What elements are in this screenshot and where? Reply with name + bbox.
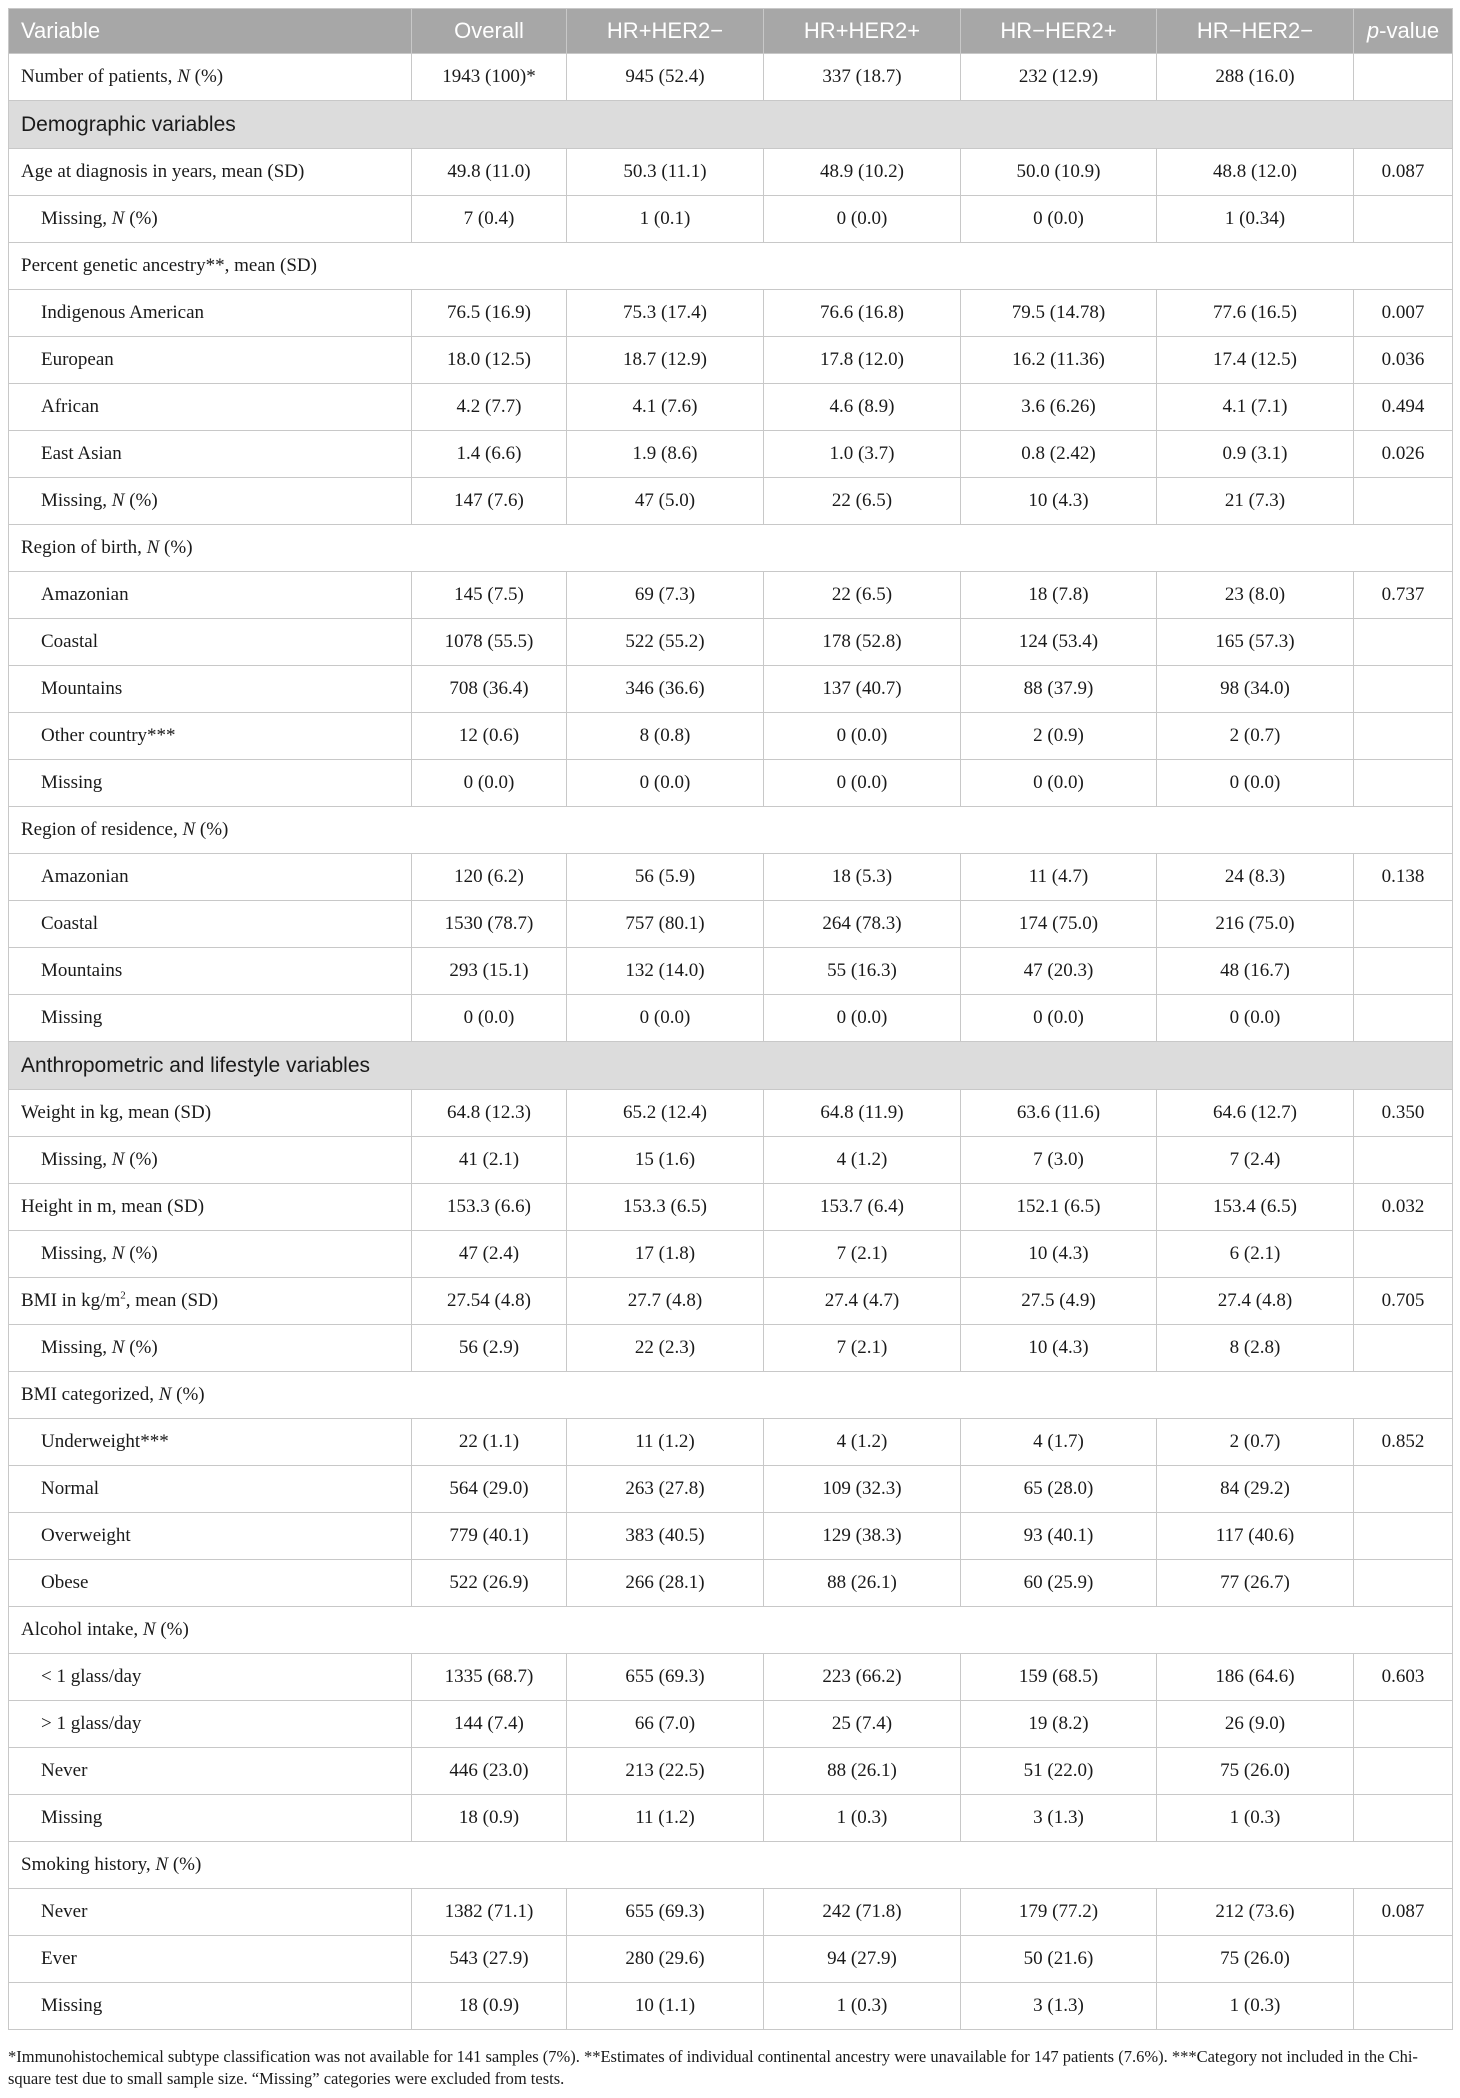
overall-cell: 1.4 (6.6) — [412, 431, 567, 478]
overall-cell: 1382 (71.1) — [412, 1889, 567, 1936]
table-row — [9, 337, 1453, 384]
hrpos-her2pos-cell: 0 (0.0) — [764, 760, 961, 807]
row-label: Missing, N (%) — [9, 196, 412, 243]
hrpos-her2pos-cell: 242 (71.8) — [764, 1889, 961, 1936]
table-row — [9, 1419, 1453, 1466]
row-label: Missing, N (%) — [9, 1137, 412, 1184]
overall-cell: 0 (0.0) — [412, 760, 567, 807]
table-row — [9, 1701, 1453, 1748]
p-value-cell — [1354, 619, 1453, 666]
hrpos-her2neg-cell: 266 (28.1) — [567, 1560, 764, 1607]
hrneg-her2pos-cell: 2 (0.9) — [961, 713, 1157, 760]
hrpos-her2pos-cell: 137 (40.7) — [764, 666, 961, 713]
table-body — [9, 54, 1453, 2030]
hrneg-her2neg-cell: 4.1 (7.1) — [1157, 384, 1354, 431]
hrpos-her2pos-cell: 64.8 (11.9) — [764, 1090, 961, 1137]
overall-cell: 18 (0.9) — [412, 1795, 567, 1842]
row-label: < 1 glass/day — [9, 1654, 412, 1701]
hrpos-her2neg-cell: 655 (69.3) — [567, 1654, 764, 1701]
table-row — [9, 1466, 1453, 1513]
hrneg-her2pos-cell: 3 (1.3) — [961, 1983, 1157, 2030]
hrpos-her2neg-cell: 655 (69.3) — [567, 1889, 764, 1936]
hrneg-her2neg-cell: 98 (34.0) — [1157, 666, 1354, 713]
p-value-cell: 0.087 — [1354, 149, 1453, 196]
hrpos-her2neg-cell: 1 (0.1) — [567, 196, 764, 243]
group-label: Alcohol intake, N (%) — [9, 1607, 1453, 1654]
p-value-cell — [1354, 666, 1453, 713]
p-value-cell: 0.138 — [1354, 854, 1453, 901]
table-header-row — [9, 9, 1453, 54]
hrpos-her2pos-cell: 76.6 (16.8) — [764, 290, 961, 337]
overall-cell: 0 (0.0) — [412, 995, 567, 1042]
p-value-cell — [1354, 1325, 1453, 1372]
table-row — [9, 1513, 1453, 1560]
hrneg-her2neg-cell: 186 (64.6) — [1157, 1654, 1354, 1701]
hrpos-her2pos-cell: 25 (7.4) — [764, 1701, 961, 1748]
hrpos-her2neg-cell: 346 (36.6) — [567, 666, 764, 713]
table-row — [9, 54, 1453, 101]
hrpos-her2neg-cell: 75.3 (17.4) — [567, 290, 764, 337]
row-label: Underweight*** — [9, 1419, 412, 1466]
hrpos-her2neg-cell: 65.2 (12.4) — [567, 1090, 764, 1137]
header-variable: Variable — [9, 9, 412, 54]
hrpos-her2neg-cell: 213 (22.5) — [567, 1748, 764, 1795]
p-value-cell: 0.350 — [1354, 1090, 1453, 1137]
overall-cell: 446 (23.0) — [412, 1748, 567, 1795]
p-value-cell — [1354, 54, 1453, 101]
hrneg-her2pos-cell: 79.5 (14.78) — [961, 290, 1157, 337]
overall-cell: 144 (7.4) — [412, 1701, 567, 1748]
hrneg-her2neg-cell: 75 (26.0) — [1157, 1936, 1354, 1983]
section-header-row — [9, 1042, 1453, 1090]
hrpos-her2neg-cell: 11 (1.2) — [567, 1795, 764, 1842]
overall-cell: 293 (15.1) — [412, 948, 567, 995]
table-row — [9, 666, 1453, 713]
p-value-cell: 0.705 — [1354, 1278, 1453, 1325]
p-value-cell: 0.494 — [1354, 384, 1453, 431]
hrneg-her2neg-cell: 288 (16.0) — [1157, 54, 1354, 101]
table-row — [9, 1137, 1453, 1184]
p-value-cell — [1354, 760, 1453, 807]
hrpos-her2neg-cell: 383 (40.5) — [567, 1513, 764, 1560]
overall-cell: 4.2 (7.7) — [412, 384, 567, 431]
row-label: Indigenous American — [9, 290, 412, 337]
table-row — [9, 1560, 1453, 1607]
hrpos-her2pos-cell: 4 (1.2) — [764, 1137, 961, 1184]
hrpos-her2neg-cell: 66 (7.0) — [567, 1701, 764, 1748]
hrpos-her2pos-cell: 27.4 (4.7) — [764, 1278, 961, 1325]
header-overall: Overall — [412, 9, 567, 54]
overall-cell: 708 (36.4) — [412, 666, 567, 713]
row-label: Coastal — [9, 901, 412, 948]
hrneg-her2pos-cell: 50.0 (10.9) — [961, 149, 1157, 196]
hrneg-her2neg-cell: 1 (0.3) — [1157, 1983, 1354, 2030]
hrpos-her2neg-cell: 56 (5.9) — [567, 854, 764, 901]
hrpos-her2neg-cell: 22 (2.3) — [567, 1325, 764, 1372]
hrneg-her2neg-cell: 216 (75.0) — [1157, 901, 1354, 948]
row-label: Missing — [9, 1983, 412, 2030]
p-value-cell: 0.603 — [1354, 1654, 1453, 1701]
hrpos-her2pos-cell: 88 (26.1) — [764, 1748, 961, 1795]
table-row — [9, 431, 1453, 478]
hrneg-her2pos-cell: 159 (68.5) — [961, 1654, 1157, 1701]
hrpos-her2pos-cell: 0 (0.0) — [764, 713, 961, 760]
hrneg-her2pos-cell: 152.1 (6.5) — [961, 1184, 1157, 1231]
hrpos-her2neg-cell: 10 (1.1) — [567, 1983, 764, 2030]
hrneg-her2neg-cell: 165 (57.3) — [1157, 619, 1354, 666]
p-value-cell: 0.036 — [1354, 337, 1453, 384]
hrpos-her2pos-cell: 18 (5.3) — [764, 854, 961, 901]
hrneg-her2neg-cell: 6 (2.1) — [1157, 1231, 1354, 1278]
p-value-cell: 0.026 — [1354, 431, 1453, 478]
hrneg-her2pos-cell: 50 (21.6) — [961, 1936, 1157, 1983]
overall-cell: 1335 (68.7) — [412, 1654, 567, 1701]
group-header-row — [9, 807, 1453, 854]
table-row — [9, 1795, 1453, 1842]
row-label: Weight in kg, mean (SD) — [9, 1090, 412, 1137]
table-row — [9, 384, 1453, 431]
group-header-row — [9, 243, 1453, 290]
hrneg-her2neg-cell: 24 (8.3) — [1157, 854, 1354, 901]
hrneg-her2neg-cell: 64.6 (12.7) — [1157, 1090, 1354, 1137]
hrneg-her2pos-cell: 93 (40.1) — [961, 1513, 1157, 1560]
p-value-cell — [1354, 1983, 1453, 2030]
hrneg-her2neg-cell: 0 (0.0) — [1157, 995, 1354, 1042]
hrpos-her2pos-cell: 94 (27.9) — [764, 1936, 961, 1983]
hrpos-her2pos-cell: 48.9 (10.2) — [764, 149, 961, 196]
p-value-cell — [1354, 1936, 1453, 1983]
hrneg-her2pos-cell: 47 (20.3) — [961, 948, 1157, 995]
row-label: Missing — [9, 995, 412, 1042]
hrneg-her2pos-cell: 11 (4.7) — [961, 854, 1157, 901]
hrneg-her2pos-cell: 65 (28.0) — [961, 1466, 1157, 1513]
hrpos-her2neg-cell: 945 (52.4) — [567, 54, 764, 101]
group-header-row — [9, 525, 1453, 572]
table-row — [9, 713, 1453, 760]
p-value-cell — [1354, 1231, 1453, 1278]
table-row — [9, 619, 1453, 666]
group-label: Percent genetic ancestry**, mean (SD) — [9, 243, 1453, 290]
row-label: Ever — [9, 1936, 412, 1983]
hrneg-her2pos-cell: 0 (0.0) — [961, 196, 1157, 243]
hrneg-her2neg-cell: 2 (0.7) — [1157, 713, 1354, 760]
hrpos-her2pos-cell: 7 (2.1) — [764, 1325, 961, 1372]
hrpos-her2pos-cell: 22 (6.5) — [764, 572, 961, 619]
hrpos-her2neg-cell: 757 (80.1) — [567, 901, 764, 948]
overall-cell: 543 (27.9) — [412, 1936, 567, 1983]
table-row — [9, 196, 1453, 243]
hrneg-her2pos-cell: 4 (1.7) — [961, 1419, 1157, 1466]
row-label: Age at diagnosis in years, mean (SD) — [9, 149, 412, 196]
hrpos-her2pos-cell: 55 (16.3) — [764, 948, 961, 995]
hrpos-her2pos-cell: 17.8 (12.0) — [764, 337, 961, 384]
p-value-cell — [1354, 995, 1453, 1042]
overall-cell: 27.54 (4.8) — [412, 1278, 567, 1325]
hrneg-her2pos-cell: 179 (77.2) — [961, 1889, 1157, 1936]
hrneg-her2neg-cell: 23 (8.0) — [1157, 572, 1354, 619]
hrneg-her2pos-cell: 7 (3.0) — [961, 1137, 1157, 1184]
p-value-cell — [1354, 478, 1453, 525]
hrneg-her2pos-cell: 27.5 (4.9) — [961, 1278, 1157, 1325]
p-value-cell — [1354, 1513, 1453, 1560]
overall-cell: 41 (2.1) — [412, 1137, 567, 1184]
overall-cell: 64.8 (12.3) — [412, 1090, 567, 1137]
hrpos-her2pos-cell: 153.7 (6.4) — [764, 1184, 961, 1231]
hrpos-her2pos-cell: 1.0 (3.7) — [764, 431, 961, 478]
overall-cell: 12 (0.6) — [412, 713, 567, 760]
hrneg-her2neg-cell: 2 (0.7) — [1157, 1419, 1354, 1466]
hrneg-her2pos-cell: 232 (12.9) — [961, 54, 1157, 101]
hrpos-her2neg-cell: 50.3 (11.1) — [567, 149, 764, 196]
hrpos-her2neg-cell: 0 (0.0) — [567, 760, 764, 807]
p-value-cell — [1354, 196, 1453, 243]
table-row — [9, 995, 1453, 1042]
overall-cell: 1943 (100)* — [412, 54, 567, 101]
hrneg-her2pos-cell: 19 (8.2) — [961, 1701, 1157, 1748]
hrpos-her2neg-cell: 47 (5.0) — [567, 478, 764, 525]
hrneg-her2pos-cell: 174 (75.0) — [961, 901, 1157, 948]
overall-cell: 120 (6.2) — [412, 854, 567, 901]
row-label: Obese — [9, 1560, 412, 1607]
table-row — [9, 901, 1453, 948]
hrneg-her2pos-cell: 0 (0.0) — [961, 760, 1157, 807]
hrneg-her2neg-cell: 117 (40.6) — [1157, 1513, 1354, 1560]
hrpos-her2pos-cell: 1 (0.3) — [764, 1795, 961, 1842]
hrneg-her2neg-cell: 212 (73.6) — [1157, 1889, 1354, 1936]
p-value-cell — [1354, 1560, 1453, 1607]
p-value-cell — [1354, 901, 1453, 948]
hrneg-her2neg-cell: 1 (0.3) — [1157, 1795, 1354, 1842]
hrneg-her2pos-cell: 0 (0.0) — [961, 995, 1157, 1042]
row-label: Missing — [9, 1795, 412, 1842]
hrpos-her2pos-cell: 178 (52.8) — [764, 619, 961, 666]
hrneg-her2neg-cell: 84 (29.2) — [1157, 1466, 1354, 1513]
hrpos-her2neg-cell: 17 (1.8) — [567, 1231, 764, 1278]
table-row — [9, 1983, 1453, 2030]
group-header-row — [9, 1607, 1453, 1654]
p-value-cell: 0.852 — [1354, 1419, 1453, 1466]
table-row — [9, 854, 1453, 901]
hrneg-her2neg-cell: 77.6 (16.5) — [1157, 290, 1354, 337]
row-label: Missing, N (%) — [9, 1325, 412, 1372]
row-label: BMI in $kg/m^2$, mean (SD) — [9, 1278, 412, 1325]
hrpos-her2neg-cell: 153.3 (6.5) — [567, 1184, 764, 1231]
p-value-cell — [1354, 1137, 1453, 1184]
hrpos-her2pos-cell: 1 (0.3) — [764, 1983, 961, 2030]
row-label: Number of patients, N (%) — [9, 54, 412, 101]
row-label: Coastal — [9, 619, 412, 666]
row-label: > 1 glass/day — [9, 1701, 412, 1748]
p-value-cell: 0.087 — [1354, 1889, 1453, 1936]
p-value-cell: 0.032 — [1354, 1184, 1453, 1231]
hrneg-her2pos-cell: 63.6 (11.6) — [961, 1090, 1157, 1137]
overall-cell: 153.3 (6.6) — [412, 1184, 567, 1231]
hrneg-her2neg-cell: 0.9 (3.1) — [1157, 431, 1354, 478]
hrpos-her2pos-cell: 129 (38.3) — [764, 1513, 961, 1560]
hrpos-her2pos-cell: 7 (2.1) — [764, 1231, 961, 1278]
p-value-cell — [1354, 1701, 1453, 1748]
row-label: European — [9, 337, 412, 384]
hrneg-her2pos-cell: 60 (25.9) — [961, 1560, 1157, 1607]
hrpos-her2pos-cell: 264 (78.3) — [764, 901, 961, 948]
hrpos-her2pos-cell: 4.6 (8.9) — [764, 384, 961, 431]
overall-cell: 18 (0.9) — [412, 1983, 567, 2030]
table-row — [9, 1325, 1453, 1372]
row-label: Other country*** — [9, 713, 412, 760]
row-label: Mountains — [9, 666, 412, 713]
hrneg-her2neg-cell: 26 (9.0) — [1157, 1701, 1354, 1748]
hrpos-her2neg-cell: 522 (55.2) — [567, 619, 764, 666]
overall-cell: 145 (7.5) — [412, 572, 567, 619]
section-label: Demographic variables — [9, 101, 1453, 149]
hrneg-her2neg-cell: 153.4 (6.5) — [1157, 1184, 1354, 1231]
overall-cell: 76.5 (16.9) — [412, 290, 567, 337]
hrpos-her2neg-cell: 280 (29.6) — [567, 1936, 764, 1983]
hrpos-her2pos-cell: 337 (18.7) — [764, 54, 961, 101]
p-value-cell: 0.737 — [1354, 572, 1453, 619]
hrpos-her2pos-cell: 4 (1.2) — [764, 1419, 961, 1466]
group-label: Smoking history, N (%) — [9, 1842, 1453, 1889]
hrpos-her2neg-cell: 8 (0.8) — [567, 713, 764, 760]
group-header-row — [9, 1842, 1453, 1889]
hrpos-her2neg-cell: 15 (1.6) — [567, 1137, 764, 1184]
hrneg-her2pos-cell: 10 (4.3) — [961, 1231, 1157, 1278]
hrneg-her2neg-cell: 17.4 (12.5) — [1157, 337, 1354, 384]
table-row — [9, 149, 1453, 196]
overall-cell: 49.8 (11.0) — [412, 149, 567, 196]
group-label: BMI categorized, N (%) — [9, 1372, 1453, 1419]
group-header-row — [9, 1372, 1453, 1419]
overall-cell: 522 (26.9) — [412, 1560, 567, 1607]
hrpos-her2neg-cell: 1.9 (8.6) — [567, 431, 764, 478]
p-value-cell: 0.007 — [1354, 290, 1453, 337]
header-hrpos-her2neg: HR+HER2− — [567, 9, 764, 54]
p-value-cell — [1354, 1466, 1453, 1513]
p-value-cell — [1354, 1795, 1453, 1842]
hrpos-her2neg-cell: 132 (14.0) — [567, 948, 764, 995]
hrneg-her2neg-cell: 8 (2.8) — [1157, 1325, 1354, 1372]
row-label: Amazonian — [9, 572, 412, 619]
table-row — [9, 1889, 1453, 1936]
hrneg-her2pos-cell: 10 (4.3) — [961, 478, 1157, 525]
header-p-value: p-value — [1354, 9, 1453, 54]
row-label: Mountains — [9, 948, 412, 995]
table-row — [9, 1748, 1453, 1795]
p-value-cell — [1354, 948, 1453, 995]
table-row — [9, 1184, 1453, 1231]
table-row — [9, 290, 1453, 337]
hrneg-her2pos-cell: 10 (4.3) — [961, 1325, 1157, 1372]
hrpos-her2pos-cell: 223 (66.2) — [764, 1654, 961, 1701]
hrneg-her2pos-cell: 16.2 (11.36) — [961, 337, 1157, 384]
p-value-cell — [1354, 713, 1453, 760]
hrneg-her2neg-cell: 27.4 (4.8) — [1157, 1278, 1354, 1325]
row-label: Missing, N (%) — [9, 478, 412, 525]
overall-cell: 47 (2.4) — [412, 1231, 567, 1278]
section-header-row — [9, 101, 1453, 149]
hrneg-her2neg-cell: 1 (0.34) — [1157, 196, 1354, 243]
row-label: Overweight — [9, 1513, 412, 1560]
table-row — [9, 1231, 1453, 1278]
table-footnote: *Immunohistochemical subtype classification was not available for 141 samples (7%). **Estimates of individual continental ancestry were unavailable for 147 patients (7.6%). ***Category not included in the Chi-square test due to small sample size. “Missing” categories were excluded from tests. — [8, 2047, 1418, 2088]
row-label: Missing, N (%) — [9, 1231, 412, 1278]
overall-cell: 147 (7.6) — [412, 478, 567, 525]
overall-cell: 564 (29.0) — [412, 1466, 567, 1513]
hrpos-her2pos-cell: 0 (0.0) — [764, 995, 961, 1042]
hrpos-her2pos-cell: 109 (32.3) — [764, 1466, 961, 1513]
hrpos-her2neg-cell: 27.7 (4.8) — [567, 1278, 764, 1325]
row-label: Amazonian — [9, 854, 412, 901]
hrneg-her2pos-cell: 88 (37.9) — [961, 666, 1157, 713]
hrneg-her2pos-cell: 51 (22.0) — [961, 1748, 1157, 1795]
hrpos-her2pos-cell: 22 (6.5) — [764, 478, 961, 525]
group-label: Region of birth, N (%) — [9, 525, 1453, 572]
table-row — [9, 760, 1453, 807]
row-label: Never — [9, 1748, 412, 1795]
row-label: Height in m, mean (SD) — [9, 1184, 412, 1231]
hrpos-her2neg-cell: 69 (7.3) — [567, 572, 764, 619]
hrneg-her2neg-cell: 21 (7.3) — [1157, 478, 1354, 525]
hrpos-her2pos-cell: 88 (26.1) — [764, 1560, 961, 1607]
hrpos-her2neg-cell: 263 (27.8) — [567, 1466, 764, 1513]
table-row — [9, 1090, 1453, 1137]
hrneg-her2neg-cell: 75 (26.0) — [1157, 1748, 1354, 1795]
overall-cell: 1530 (78.7) — [412, 901, 567, 948]
overall-cell: 7 (0.4) — [412, 196, 567, 243]
hrpos-her2neg-cell: 0 (0.0) — [567, 995, 764, 1042]
section-label: Anthropometric and lifestyle variables — [9, 1042, 1453, 1090]
table-row — [9, 948, 1453, 995]
hrneg-her2neg-cell: 77 (26.7) — [1157, 1560, 1354, 1607]
patient-characteristics-table — [8, 8, 1453, 2030]
hrpos-her2neg-cell: 11 (1.2) — [567, 1419, 764, 1466]
header-hrneg-her2neg: HR−HER2− — [1157, 9, 1354, 54]
overall-cell: 1078 (55.5) — [412, 619, 567, 666]
hrpos-her2neg-cell: 18.7 (12.9) — [567, 337, 764, 384]
table-row — [9, 478, 1453, 525]
p-value-cell — [1354, 1748, 1453, 1795]
overall-cell: 56 (2.9) — [412, 1325, 567, 1372]
row-label: East Asian — [9, 431, 412, 478]
hrneg-her2neg-cell: 7 (2.4) — [1157, 1137, 1354, 1184]
group-label: Region of residence, N (%) — [9, 807, 1453, 854]
hrneg-her2pos-cell: 0.8 (2.42) — [961, 431, 1157, 478]
row-label: Missing — [9, 760, 412, 807]
hrneg-her2neg-cell: 48 (16.7) — [1157, 948, 1354, 995]
row-label: African — [9, 384, 412, 431]
table-row — [9, 1936, 1453, 1983]
row-label: Never — [9, 1889, 412, 1936]
header-hrpos-her2pos: HR+HER2+ — [764, 9, 961, 54]
overall-cell: 18.0 (12.5) — [412, 337, 567, 384]
hrpos-her2pos-cell: 0 (0.0) — [764, 196, 961, 243]
hrneg-her2pos-cell: 3.6 (6.26) — [961, 384, 1157, 431]
table-row — [9, 1654, 1453, 1701]
hrneg-her2pos-cell: 3 (1.3) — [961, 1795, 1157, 1842]
row-label: Normal — [9, 1466, 412, 1513]
header-hrneg-her2pos: HR−HER2+ — [961, 9, 1157, 54]
hrpos-her2neg-cell: 4.1 (7.6) — [567, 384, 764, 431]
hrneg-her2pos-cell: 18 (7.8) — [961, 572, 1157, 619]
overall-cell: 779 (40.1) — [412, 1513, 567, 1560]
hrneg-her2neg-cell: 48.8 (12.0) — [1157, 149, 1354, 196]
table-row — [9, 572, 1453, 619]
table-row — [9, 1278, 1453, 1325]
hrneg-her2pos-cell: 124 (53.4) — [961, 619, 1157, 666]
hrneg-her2neg-cell: 0 (0.0) — [1157, 760, 1354, 807]
overall-cell: 22 (1.1) — [412, 1419, 567, 1466]
